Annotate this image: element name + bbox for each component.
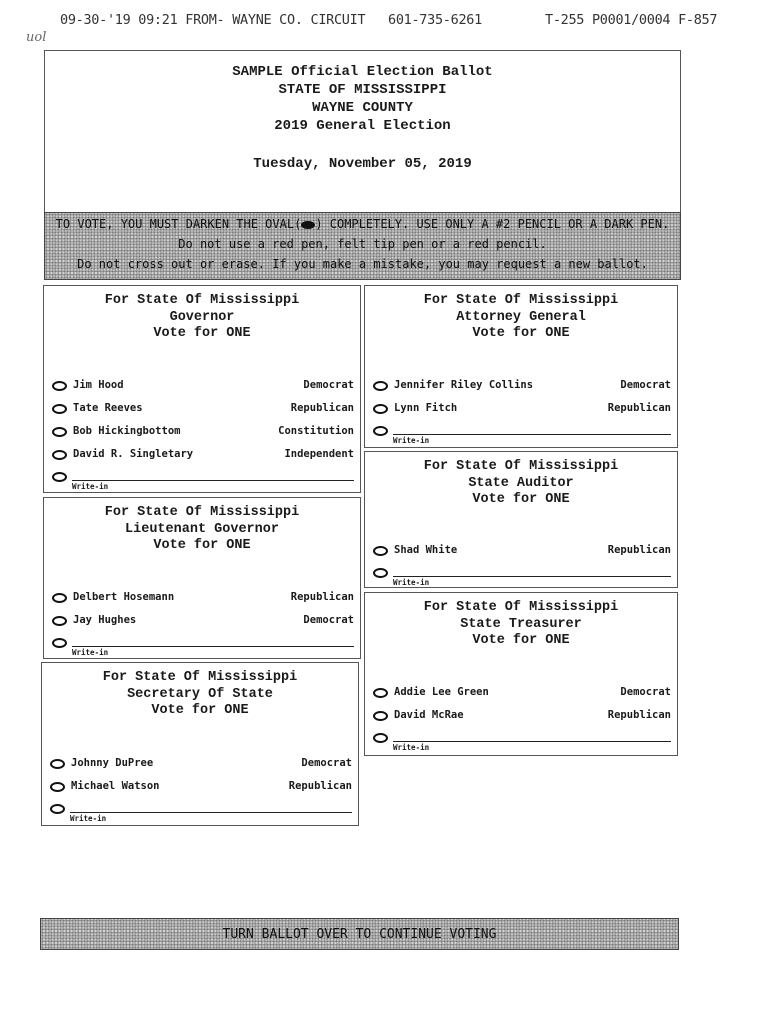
vote-oval[interactable] <box>373 688 388 698</box>
candidate-name: David R. Singletary <box>73 448 194 460</box>
race-office: Lieutenant Governor <box>125 521 279 537</box>
race-header <box>44 286 360 343</box>
fax-header <box>0 12 768 32</box>
write-in-row[interactable] <box>52 470 354 494</box>
candidate-name: Tate Reeves <box>73 402 143 414</box>
vote-oval[interactable] <box>52 450 67 460</box>
vote-oval[interactable] <box>52 427 67 437</box>
candidate-name: Jay Hughes <box>73 614 137 626</box>
ballot-state: STATE OF MISSISSIPPI <box>278 82 447 98</box>
candidate-row[interactable] <box>52 591 354 607</box>
filled-oval-icon <box>301 221 315 229</box>
ballot-title: SAMPLE Official Election Ballot <box>232 64 493 80</box>
fax-phone: 601-735-6261 <box>388 12 482 28</box>
voting-instructions <box>44 212 681 280</box>
candidate-row[interactable] <box>373 544 671 560</box>
write-in-label: Write-in <box>70 814 107 823</box>
write-in-label: Write-in <box>72 482 109 491</box>
race-jurisdiction: For State Of Mississippi <box>104 505 300 520</box>
write-in-line[interactable] <box>393 576 671 577</box>
write-in-line[interactable] <box>393 434 671 435</box>
fax-date-from: 09-30-'19 09:21 FROM- WAYNE CO. CIRCUIT <box>60 12 366 28</box>
write-in-line[interactable] <box>70 812 352 813</box>
race-office: Secretary Of State <box>127 686 273 702</box>
write-in-row[interactable] <box>52 636 354 660</box>
candidate-name: Jim Hood <box>73 379 124 391</box>
candidate-name: Jennifer Riley Collins <box>394 379 534 391</box>
race-governor <box>43 285 361 493</box>
write-in-label: Write-in <box>393 436 430 445</box>
write-in-line[interactable] <box>72 480 354 481</box>
candidate-row[interactable] <box>50 780 352 796</box>
vote-oval[interactable] <box>50 804 65 814</box>
candidate-name: Johnny DuPree <box>71 757 154 769</box>
vote-oval[interactable] <box>373 381 388 391</box>
write-in-label: Write-in <box>393 743 430 752</box>
race-vote-instruction: Vote for ONE <box>472 633 570 648</box>
ballot-election: 2019 General Election <box>274 118 451 134</box>
candidate-name: David McRae <box>394 709 464 721</box>
vote-oval[interactable] <box>52 472 67 482</box>
candidate-row[interactable] <box>373 379 671 395</box>
race-office: State Auditor <box>468 475 574 491</box>
race-vote-instruction: Vote for ONE <box>472 326 570 341</box>
vote-oval[interactable] <box>50 782 65 792</box>
vote-oval[interactable] <box>373 426 388 436</box>
vote-oval[interactable] <box>373 711 388 721</box>
race-jurisdiction: For State Of Mississippi <box>104 293 300 308</box>
race-office: Attorney General <box>456 309 586 325</box>
vote-oval[interactable] <box>52 404 67 414</box>
candidate-name: Michael Watson <box>71 780 160 792</box>
instruction-line-2: Do not use a red pen, felt tip pen or a red pencil. <box>178 237 547 251</box>
race-state-treasurer <box>364 592 678 756</box>
race-vote-instruction: Vote for ONE <box>153 326 251 341</box>
race-header <box>42 663 358 720</box>
race-header <box>44 498 360 555</box>
race-jurisdiction: For State Of Mississippi <box>423 459 619 474</box>
write-in-label: Write-in <box>72 648 109 657</box>
candidate-party: Democrat <box>303 379 354 391</box>
race-office: State Treasurer <box>460 616 582 632</box>
instruction-text: ) COMPLETELY. USE ONLY A #2 PENCIL OR A DARK PEN. <box>315 217 670 231</box>
vote-oval[interactable] <box>52 593 67 603</box>
fax-page-info: T-255 P0001/0004 F-857 <box>545 12 718 28</box>
candidate-row[interactable] <box>52 614 354 630</box>
candidate-name: Delbert Hosemann <box>73 591 175 603</box>
candidate-party: Democrat <box>301 757 352 769</box>
candidate-party: Republican <box>607 402 671 414</box>
vote-oval[interactable] <box>373 546 388 556</box>
race-vote-instruction: Vote for ONE <box>153 538 251 553</box>
race-attorney-general <box>364 285 678 448</box>
race-header <box>365 593 677 650</box>
race-vote-instruction: Vote for ONE <box>472 492 570 507</box>
race-jurisdiction: For State Of Mississippi <box>423 293 619 308</box>
race-vote-instruction: Vote for ONE <box>151 703 249 718</box>
candidate-row[interactable] <box>50 757 352 773</box>
vote-oval[interactable] <box>52 638 67 648</box>
candidate-party: Republican <box>288 780 352 792</box>
ballot-date: Tuesday, November 05, 2019 <box>253 156 472 172</box>
write-in-row[interactable] <box>373 731 671 755</box>
candidate-party: Democrat <box>303 614 354 626</box>
ballot-header <box>44 50 681 212</box>
race-jurisdiction: For State Of Mississippi <box>102 670 298 685</box>
candidate-name: Lynn Fitch <box>394 402 458 414</box>
write-in-line[interactable] <box>72 646 354 647</box>
candidate-party: Independent <box>284 448 354 460</box>
vote-oval[interactable] <box>373 404 388 414</box>
race-header <box>365 286 677 343</box>
ballot-county: WAYNE COUNTY <box>312 100 413 116</box>
vote-oval[interactable] <box>50 759 65 769</box>
write-in-row[interactable] <box>373 566 671 590</box>
candidate-row[interactable] <box>52 425 354 441</box>
race-header <box>365 452 677 509</box>
vote-oval[interactable] <box>373 568 388 578</box>
race-lieutenant-governor <box>43 497 361 659</box>
candidate-party: Republican <box>290 402 354 414</box>
race-jurisdiction: For State Of Mississippi <box>423 600 619 615</box>
instruction-text: TO VOTE, YOU MUST DARKEN THE OVAL( <box>55 217 302 231</box>
candidate-row[interactable] <box>52 402 354 418</box>
candidate-row[interactable] <box>373 686 671 702</box>
handwritten-note: uol <box>26 30 47 45</box>
vote-oval[interactable] <box>52 616 67 626</box>
instruction-line-3: Do not cross out or erase. If you make a mistake, you may request a new ballot. <box>77 257 648 271</box>
vote-oval[interactable] <box>52 381 67 391</box>
candidate-row[interactable] <box>52 379 354 395</box>
candidate-row[interactable] <box>373 709 671 725</box>
candidate-party: Democrat <box>620 379 671 391</box>
write-in-row[interactable] <box>50 802 352 826</box>
candidate-party: Republican <box>290 591 354 603</box>
candidate-row[interactable] <box>373 402 671 418</box>
candidate-party: Republican <box>607 544 671 556</box>
candidate-party: Republican <box>607 709 671 721</box>
write-in-label: Write-in <box>393 578 430 587</box>
race-office: Governor <box>169 309 235 325</box>
race-secretary-of-state <box>41 662 359 826</box>
vote-oval[interactable] <box>373 733 388 743</box>
race-state-auditor <box>364 451 678 588</box>
turn-over-banner: TURN BALLOT OVER TO CONTINUE VOTING <box>40 918 679 950</box>
candidate-name: Addie Lee Green <box>394 686 489 698</box>
write-in-line[interactable] <box>393 741 671 742</box>
candidate-name: Shad White <box>394 544 458 556</box>
candidate-name: Bob Hickingbottom <box>73 425 181 437</box>
candidate-party: Democrat <box>620 686 671 698</box>
write-in-row[interactable] <box>373 424 671 448</box>
candidate-row[interactable] <box>52 448 354 464</box>
candidate-party: Constitution <box>278 425 354 437</box>
instruction-line-1 <box>45 214 680 234</box>
